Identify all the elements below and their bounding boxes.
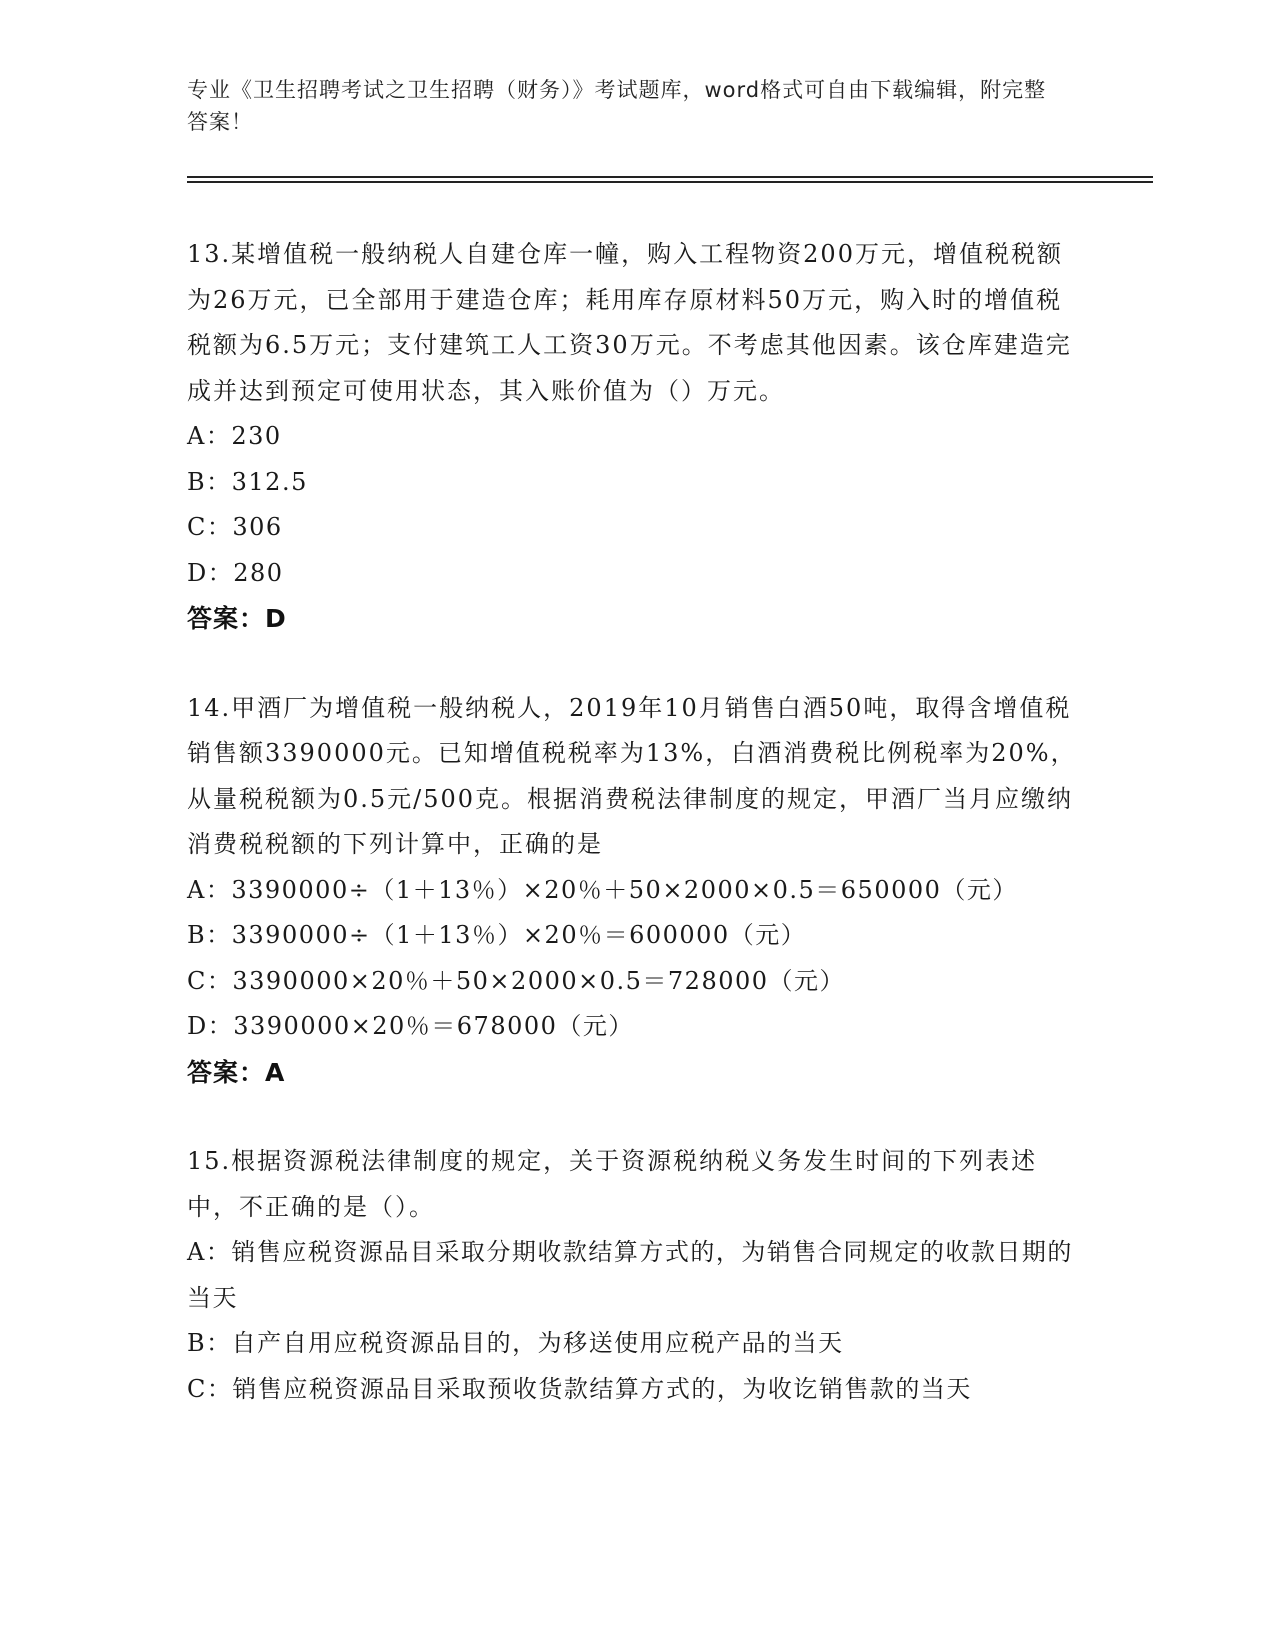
question-13	[187, 232, 1087, 642]
document-header: 专业《卫生招聘考试之卫生招聘（财务）》考试题库，word格式可自由下载编辑，附完整答案！	[187, 78, 1047, 134]
option-a: A：3390000÷（1＋13％）×20％＋50×2000×0.5＝650000（元）	[187, 875, 1018, 904]
option-d: D：280	[187, 558, 284, 587]
question-14	[187, 686, 1087, 1096]
question-stem: 13.某增值税一般纳税人自建仓库一幢，购入工程物资200万元，增值税税额为26万元，已全部用于建造仓库；耗用库存原材料50万元，购入时的增值税税额为6.5万元；支付建筑工人工资30万元。不考虑其他因素。该仓库建造完成并达到预定可使用状态，其入账价值为（）万元。	[187, 240, 1072, 405]
option-b: B：312.5	[187, 467, 308, 496]
option-c: C：销售应税资源品目采取预收货款结算方式的，为收讫销售款的当天	[187, 1374, 972, 1403]
option-a: A：230	[187, 422, 282, 450]
header-divider-bottom	[187, 181, 1153, 183]
option-d: D：3390000×20％＝678000（元）	[187, 1012, 634, 1040]
header-divider-top	[187, 176, 1153, 178]
question-list	[187, 232, 1087, 1456]
option-c: C：306	[187, 513, 283, 541]
question-stem: 14.甲酒厂为增值税一般纳税人，2019年10月销售白酒50吨，取得含增值税销售额3390000元。已知增值税税率为13%，白酒消费税比例税率为20%，从量税税额为0.5元/500克。根据消费税法律制度的规定，甲酒厂当月应缴纳消费税税额的下列计算中，正确的是	[187, 693, 1077, 858]
question-stem: 15.根据资源税法律制度的规定，关于资源税纳税义务发生时间的下列表述中，不正确的是（）。	[187, 1147, 1038, 1221]
answer-label: 答案：D	[187, 604, 287, 633]
option-b: B：自产自用应税资源品目的，为移送使用应税产品的当天	[187, 1329, 844, 1357]
option-c: C：3390000×20％＋50×2000×0.5＝728000（元）	[187, 966, 846, 995]
answer-label: 答案：A	[187, 1057, 286, 1087]
option-a: A：销售应税资源品目采取分期收款结算方式的，为销售合同规定的收款日期的当天	[187, 1238, 1073, 1312]
option-b: B：3390000÷（1＋13％）×20％＝600000（元）	[187, 921, 807, 949]
question-15	[187, 1139, 1087, 1412]
